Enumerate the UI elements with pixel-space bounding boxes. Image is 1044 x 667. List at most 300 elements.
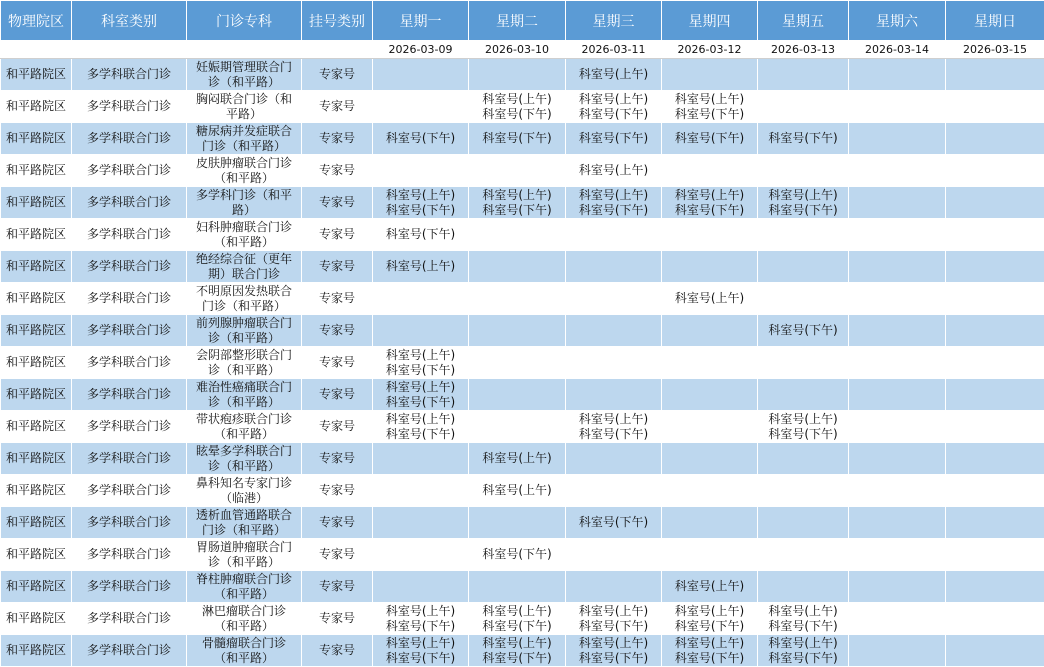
slot-cell[interactable]	[373, 603, 469, 635]
date-blank-cell	[72, 41, 187, 59]
slot-cell	[566, 443, 662, 475]
slot-link[interactable]: 科室号(下午)	[578, 650, 649, 665]
slot-cell[interactable]	[758, 315, 849, 347]
slot-cell	[566, 475, 662, 507]
column-header: 科室类别	[72, 1, 187, 41]
slot-cell	[946, 443, 1044, 475]
slot-cell	[662, 411, 758, 443]
specialty-line: 门诊（和平路）	[201, 522, 286, 537]
table-row	[1, 315, 1044, 347]
campus-cell: 和平路院区	[1, 443, 72, 475]
slot-cell	[849, 571, 946, 603]
slot-link[interactable]: 科室号(上午)	[578, 635, 649, 650]
specialty-cell	[187, 91, 302, 123]
slot-cell	[758, 155, 849, 187]
slot-link[interactable]: 科室号(下午)	[385, 650, 456, 665]
campus-cell: 和平路院区	[1, 187, 72, 219]
slot-link[interactable]: 科室号(下午)	[482, 650, 552, 665]
slot-cell	[373, 283, 469, 315]
slot-cell	[662, 443, 758, 475]
specialty-line: 淋巴瘤联合门诊	[201, 603, 286, 618]
slot-link[interactable]: 科室号(上午)	[768, 603, 838, 618]
dept-cell: 多学科联合门诊	[72, 187, 187, 219]
registration-type-cell: 专家号	[302, 123, 373, 155]
slot-cell[interactable]	[566, 411, 662, 443]
date-cell: 2026-03-11	[566, 41, 662, 59]
specialty-cell	[187, 315, 302, 347]
slot-cell	[849, 219, 946, 251]
slot-cell[interactable]	[373, 347, 469, 379]
dept-cell: 多学科联合门诊	[72, 283, 187, 315]
slot-link[interactable]: 科室号(下午)	[578, 426, 649, 441]
slot-link[interactable]: 科室号(上午)	[482, 635, 552, 650]
registration-type-cell: 专家号	[302, 219, 373, 251]
slot-link[interactable]: 科室号(下午)	[385, 202, 456, 217]
slot-cell	[849, 59, 946, 91]
slot-cell	[566, 379, 662, 411]
slot-cell	[469, 507, 566, 539]
specialty-line: 前列腺肿瘤联合门	[195, 315, 292, 330]
date-cell: 2026-03-12	[662, 41, 758, 59]
campus-cell: 和平路院区	[1, 539, 72, 571]
table-row	[1, 443, 1044, 475]
slot-link[interactable]: 科室号(上午)	[578, 603, 649, 618]
slot-cell	[946, 475, 1044, 507]
slot-cell	[946, 539, 1044, 571]
specialty-cell	[187, 283, 302, 315]
slot-link[interactable]: 科室号(下午)	[768, 131, 838, 145]
slot-cell[interactable]	[758, 635, 849, 667]
slot-cell	[849, 123, 946, 155]
slot-cell	[469, 251, 566, 283]
campus-cell: 和平路院区	[1, 91, 72, 123]
table-row	[1, 347, 1044, 379]
slot-link[interactable]: 科室号(上午)	[385, 379, 456, 394]
slot-cell	[946, 603, 1044, 635]
slot-link[interactable]: 科室号(下午)	[385, 394, 456, 409]
slot-cell	[849, 155, 946, 187]
slot-cell	[469, 411, 566, 443]
slot-link[interactable]: 科室号(上午)	[385, 347, 456, 362]
slot-cell	[849, 635, 946, 667]
slot-cell[interactable]	[662, 283, 758, 315]
slot-link[interactable]: 科室号(下午)	[482, 131, 552, 145]
slot-link[interactable]: 科室号(下午)	[385, 426, 456, 441]
table-row	[1, 507, 1044, 539]
specialty-line: 脊柱肿瘤联合门诊	[195, 571, 292, 586]
slot-cell	[373, 59, 469, 91]
slot-link[interactable]: 科室号(下午)	[674, 202, 745, 217]
slot-cell	[946, 347, 1044, 379]
slot-cell[interactable]	[566, 155, 662, 187]
slot-link[interactable]: 科室号(下午)	[768, 650, 838, 665]
slot-cell[interactable]	[373, 123, 469, 155]
column-header: 星期四	[662, 1, 758, 41]
slot-cell	[946, 155, 1044, 187]
slot-cell	[849, 91, 946, 123]
slot-link[interactable]: 科室号(上午)	[674, 603, 745, 618]
slot-cell[interactable]	[469, 603, 566, 635]
registration-type-cell: 专家号	[302, 251, 373, 283]
specialty-line: 带状疱疹联合门诊	[195, 411, 292, 426]
slot-cell	[662, 315, 758, 347]
slot-cell[interactable]	[662, 603, 758, 635]
slot-cell	[946, 251, 1044, 283]
slot-link[interactable]: 科室号(上午)	[578, 91, 649, 106]
slot-link[interactable]: 科室号(上午)	[674, 579, 745, 593]
slot-cell	[373, 443, 469, 475]
specialty-cell	[187, 379, 302, 411]
campus-cell: 和平路院区	[1, 123, 72, 155]
slot-link[interactable]: 科室号(下午)	[768, 426, 838, 441]
slot-link[interactable]: 科室号(上午)	[385, 411, 456, 426]
slot-cell	[849, 283, 946, 315]
specialty-line: 诊（和平路）	[207, 74, 280, 89]
registration-type-cell: 专家号	[302, 603, 373, 635]
registration-type-cell: 专家号	[302, 59, 373, 91]
slot-cell[interactable]	[566, 91, 662, 123]
slot-cell	[758, 347, 849, 379]
slot-cell	[849, 315, 946, 347]
slot-link[interactable]: 科室号(上午)	[482, 91, 552, 106]
slot-cell	[946, 123, 1044, 155]
slot-link[interactable]: 科室号(下午)	[482, 202, 552, 217]
slot-cell[interactable]	[373, 251, 469, 283]
campus-cell: 和平路院区	[1, 475, 72, 507]
dept-cell: 多学科联合门诊	[72, 123, 187, 155]
dept-cell: 多学科联合门诊	[72, 507, 187, 539]
slot-link[interactable]: 科室号(上午)	[385, 635, 456, 650]
dept-cell: 多学科联合门诊	[72, 443, 187, 475]
slot-link[interactable]: 科室号(下午)	[674, 131, 745, 145]
slot-cell[interactable]	[662, 123, 758, 155]
slot-cell	[946, 411, 1044, 443]
slot-link[interactable]: 科室号(下午)	[674, 650, 745, 665]
table-row	[1, 411, 1044, 443]
slot-link[interactable]: 科室号(上午)	[482, 603, 552, 618]
specialty-line: （和平路）	[213, 650, 274, 665]
dept-cell: 多学科联合门诊	[72, 315, 187, 347]
slot-cell	[758, 59, 849, 91]
slot-cell[interactable]	[758, 603, 849, 635]
registration-type-cell: 专家号	[302, 443, 373, 475]
slot-cell	[469, 315, 566, 347]
specialty-line: 平路）	[225, 106, 262, 121]
specialty-line: 妊娠期管理联合门	[195, 59, 292, 74]
specialty-line: 透析血管通路联合	[195, 507, 292, 522]
specialty-line: 鼻科知名专家门诊	[195, 475, 292, 490]
slot-cell[interactable]	[566, 635, 662, 667]
slot-cell	[373, 571, 469, 603]
campus-cell: 和平路院区	[1, 507, 72, 539]
specialty-cell	[187, 123, 302, 155]
slot-link[interactable]: 科室号(下午)	[768, 618, 838, 633]
slot-cell	[758, 539, 849, 571]
slot-cell	[946, 571, 1044, 603]
slot-cell[interactable]	[758, 411, 849, 443]
slot-cell	[758, 251, 849, 283]
slot-cell	[946, 635, 1044, 667]
table-row	[1, 635, 1044, 667]
specialty-cell	[187, 603, 302, 635]
registration-type-cell: 专家号	[302, 315, 373, 347]
slot-cell	[662, 155, 758, 187]
specialty-line: 诊（和平路）	[207, 554, 280, 569]
specialty-cell	[187, 507, 302, 539]
dept-cell: 多学科联合门诊	[72, 603, 187, 635]
specialty-cell	[187, 155, 302, 187]
specialty-line: 诊（和平路）	[207, 362, 280, 377]
slot-cell	[758, 379, 849, 411]
slot-cell	[566, 539, 662, 571]
slot-cell	[566, 347, 662, 379]
specialty-cell	[187, 571, 302, 603]
slot-cell	[373, 315, 469, 347]
slot-link[interactable]: 科室号(上午)	[385, 259, 456, 273]
specialty-cell	[187, 539, 302, 571]
slot-link[interactable]: 科室号(上午)	[768, 411, 838, 426]
column-header: 星期日	[946, 1, 1044, 41]
date-cell: 2026-03-10	[469, 41, 566, 59]
slot-cell	[946, 187, 1044, 219]
table-row	[1, 187, 1044, 219]
slot-link[interactable]: 科室号(上午)	[768, 635, 838, 650]
slot-cell	[662, 347, 758, 379]
specialty-line: 绝经综合征（更年	[195, 251, 292, 266]
campus-cell: 和平路院区	[1, 59, 72, 91]
slot-link[interactable]: 科室号(上午)	[385, 187, 456, 202]
campus-cell: 和平路院区	[1, 219, 72, 251]
slot-link[interactable]: 科室号(下午)	[482, 618, 552, 633]
slot-cell[interactable]	[373, 379, 469, 411]
specialty-cell	[187, 411, 302, 443]
slot-cell	[946, 507, 1044, 539]
specialty-line: 期）联合门诊	[207, 266, 280, 281]
slot-link[interactable]: 科室号(下午)	[385, 362, 456, 377]
slot-cell	[758, 443, 849, 475]
slot-cell[interactable]	[662, 187, 758, 219]
slot-cell	[662, 539, 758, 571]
specialty-line: 骨髓瘤联合门诊	[201, 635, 286, 650]
table-row	[1, 251, 1044, 283]
campus-cell: 和平路院区	[1, 635, 72, 667]
slot-cell	[758, 571, 849, 603]
slot-link[interactable]: 科室号(下午)	[578, 131, 649, 145]
slot-link[interactable]: 科室号(上午)	[482, 187, 552, 202]
slot-cell[interactable]	[373, 187, 469, 219]
column-header: 门诊专科	[187, 1, 302, 41]
dept-cell: 多学科联合门诊	[72, 635, 187, 667]
column-header: 物理院区	[1, 1, 72, 41]
table-row	[1, 123, 1044, 155]
slot-cell[interactable]	[469, 187, 566, 219]
slot-cell[interactable]	[373, 219, 469, 251]
slot-link[interactable]: 科室号(下午)	[578, 202, 649, 217]
date-row	[1, 41, 1044, 59]
campus-cell: 和平路院区	[1, 315, 72, 347]
slot-cell	[373, 155, 469, 187]
slot-cell[interactable]	[373, 411, 469, 443]
specialty-line: 会阴部整形联合门	[195, 347, 292, 362]
slot-cell	[662, 379, 758, 411]
slot-cell	[469, 59, 566, 91]
slot-cell	[758, 219, 849, 251]
slot-cell[interactable]	[566, 123, 662, 155]
slot-cell	[946, 219, 1044, 251]
slot-cell[interactable]	[469, 123, 566, 155]
slot-link[interactable]: 科室号(下午)	[578, 618, 649, 633]
registration-type-cell: 专家号	[302, 475, 373, 507]
slot-link[interactable]: 科室号(下午)	[578, 106, 649, 121]
slot-cell	[849, 539, 946, 571]
table-row	[1, 475, 1044, 507]
slot-link[interactable]: 科室号(上午)	[674, 291, 745, 305]
slot-cell	[946, 59, 1044, 91]
specialty-line: 诊（和平路）	[207, 394, 280, 409]
slot-cell	[469, 219, 566, 251]
slot-link[interactable]: 科室号(上午)	[482, 483, 552, 497]
specialty-line: 妇科肿瘤联合门诊	[195, 219, 292, 234]
specialty-line: 路）	[231, 202, 256, 217]
column-header: 挂号类别	[302, 1, 373, 41]
dept-cell: 多学科联合门诊	[72, 251, 187, 283]
date-cell: 2026-03-09	[373, 41, 469, 59]
slot-cell	[566, 283, 662, 315]
registration-type-cell: 专家号	[302, 539, 373, 571]
registration-type-cell: 专家号	[302, 411, 373, 443]
slot-link[interactable]: 科室号(下午)	[768, 323, 838, 337]
slot-cell[interactable]	[566, 507, 662, 539]
slot-cell	[849, 411, 946, 443]
table-row	[1, 91, 1044, 123]
slot-cell	[469, 379, 566, 411]
slot-cell	[946, 315, 1044, 347]
slot-cell[interactable]	[469, 475, 566, 507]
slot-link[interactable]: 科室号(下午)	[578, 515, 649, 529]
specialty-line: 诊（和平路）	[207, 458, 280, 473]
specialty-cell	[187, 443, 302, 475]
dept-cell: 多学科联合门诊	[72, 347, 187, 379]
slot-link[interactable]: 科室号(上午)	[578, 67, 649, 81]
slot-cell[interactable]	[758, 123, 849, 155]
slot-link[interactable]: 科室号(上午)	[768, 187, 838, 202]
campus-cell: 和平路院区	[1, 603, 72, 635]
slot-cell	[849, 603, 946, 635]
slot-cell[interactable]	[469, 443, 566, 475]
slot-link[interactable]: 科室号(上午)	[674, 91, 745, 106]
slot-cell[interactable]	[469, 539, 566, 571]
slot-link[interactable]: 科室号(上午)	[578, 411, 649, 426]
slot-cell[interactable]	[758, 187, 849, 219]
table-row	[1, 571, 1044, 603]
slot-link[interactable]: 科室号(上午)	[578, 163, 649, 177]
slot-cell[interactable]	[662, 571, 758, 603]
slot-link[interactable]: 科室号(下午)	[674, 618, 745, 633]
specialty-line: 胃肠道肿瘤联合门	[195, 539, 292, 554]
registration-type-cell: 专家号	[302, 91, 373, 123]
column-header: 星期五	[758, 1, 849, 41]
campus-cell: 和平路院区	[1, 347, 72, 379]
campus-cell: 和平路院区	[1, 251, 72, 283]
slot-cell	[566, 251, 662, 283]
slot-cell[interactable]	[373, 635, 469, 667]
slot-cell	[849, 507, 946, 539]
registration-type-cell: 专家号	[302, 187, 373, 219]
slot-cell	[469, 283, 566, 315]
campus-cell: 和平路院区	[1, 379, 72, 411]
slot-link[interactable]: 科室号(下午)	[674, 106, 745, 121]
slot-link[interactable]: 科室号(下午)	[385, 618, 456, 633]
slot-link[interactable]: 科室号(上午)	[674, 187, 745, 202]
specialty-cell	[187, 475, 302, 507]
slot-link[interactable]: 科室号(下午)	[482, 547, 552, 561]
slot-link[interactable]: 科室号(上午)	[578, 187, 649, 202]
slot-cell	[849, 443, 946, 475]
table-row	[1, 379, 1044, 411]
dept-cell: 多学科联合门诊	[72, 91, 187, 123]
specialty-cell	[187, 347, 302, 379]
dept-cell: 多学科联合门诊	[72, 571, 187, 603]
slot-cell[interactable]	[469, 635, 566, 667]
specialty-line: 皮肤肿瘤联合门诊	[195, 155, 292, 170]
campus-cell: 和平路院区	[1, 283, 72, 315]
registration-type-cell: 专家号	[302, 507, 373, 539]
specialty-line: 糖尿病并发症联合	[195, 123, 292, 138]
slot-cell	[758, 91, 849, 123]
campus-cell: 和平路院区	[1, 155, 72, 187]
campus-cell: 和平路院区	[1, 571, 72, 603]
slot-cell	[566, 315, 662, 347]
dept-cell: 多学科联合门诊	[72, 411, 187, 443]
registration-type-cell: 专家号	[302, 155, 373, 187]
slot-cell[interactable]	[566, 187, 662, 219]
slot-link[interactable]: 科室号(上午)	[674, 635, 745, 650]
registration-type-cell: 专家号	[302, 571, 373, 603]
slot-cell[interactable]	[662, 91, 758, 123]
slot-link[interactable]: 科室号(下午)	[768, 202, 838, 217]
slot-link[interactable]: 科室号(下午)	[385, 227, 456, 241]
column-header: 星期三	[566, 1, 662, 41]
slot-cell	[946, 283, 1044, 315]
slot-cell[interactable]	[566, 603, 662, 635]
date-cell: 2026-03-15	[946, 41, 1044, 59]
header-row	[1, 1, 1044, 41]
specialty-cell	[187, 187, 302, 219]
date-blank-cell	[187, 41, 302, 59]
date-blank-cell	[302, 41, 373, 59]
slot-link[interactable]: 科室号(下午)	[385, 131, 456, 145]
slot-link[interactable]: 科室号(上午)	[385, 603, 456, 618]
specialty-line: 门诊（和平路）	[201, 298, 286, 313]
table-row	[1, 283, 1044, 315]
column-header: 星期二	[469, 1, 566, 41]
dept-cell: 多学科联合门诊	[72, 219, 187, 251]
slot-cell[interactable]	[566, 59, 662, 91]
dept-cell: 多学科联合门诊	[72, 379, 187, 411]
specialty-cell	[187, 59, 302, 91]
dept-cell: 多学科联合门诊	[72, 539, 187, 571]
specialty-line: 难治性癌痛联合门	[195, 379, 292, 394]
slot-cell[interactable]	[662, 635, 758, 667]
slot-cell	[758, 475, 849, 507]
registration-type-cell: 专家号	[302, 347, 373, 379]
slot-link[interactable]: 科室号(下午)	[482, 106, 552, 121]
slot-cell[interactable]	[469, 91, 566, 123]
slot-cell	[849, 347, 946, 379]
registration-type-cell: 专家号	[302, 379, 373, 411]
slot-cell	[469, 155, 566, 187]
slot-link[interactable]: 科室号(上午)	[482, 451, 552, 465]
